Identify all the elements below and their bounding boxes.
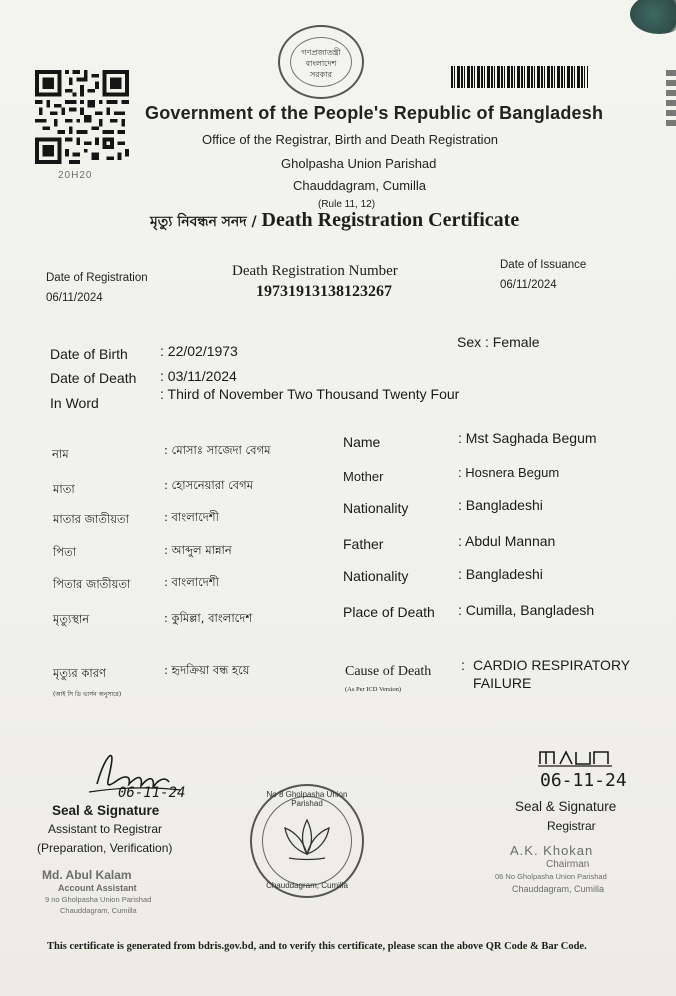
union-name: Gholpasha Union Parishad <box>281 156 437 171</box>
mother-value-bn: : হোসনেয়ারা বেগম <box>164 478 254 492</box>
registrar-signature <box>536 748 616 770</box>
union-round-seal <box>250 784 364 898</box>
registration-date-label: Date of Registration <box>46 272 148 284</box>
name-value: : Mst Saghada Begum <box>458 430 597 446</box>
father-nationality-label-bn: পিতার জাতীয়তা <box>53 577 131 591</box>
right-stamp-name: A.K. Khokan <box>510 843 594 858</box>
father-label: Father <box>343 536 384 552</box>
rule-ref: (Rule 11, 12) <box>318 199 376 210</box>
assistant-handwritten-date: 06-11-24 <box>118 785 186 801</box>
place-label: Place of Death <box>343 604 435 620</box>
edge-marks <box>666 70 676 130</box>
registrar-handwritten-date: 06-11-24 <box>540 770 627 791</box>
cause-label-bn: মৃত্যুর কারণ <box>53 666 106 680</box>
right-stamp-line4: Chauddagram, Cumilla <box>512 884 605 894</box>
dob-value: : 22/02/1973 <box>160 343 238 359</box>
qr-code-caption: 20H20 <box>58 170 93 181</box>
father-value: : Abdul Mannan <box>458 533 556 549</box>
mother-nationality-bn: : বাংলাদেশী <box>164 510 219 524</box>
name-value-bn: : মোসাঃ সাজেদা বেগম <box>164 443 271 457</box>
place-label-bn: মৃত্যুস্থান <box>53 612 90 626</box>
cause-value-bn: : হৃদক্রিয়া বন্ধ হয়ে <box>164 663 250 677</box>
cause-note-bn: (আই সি ডি ভার্সন অনুসারে) <box>53 691 122 698</box>
father-value-bn: : আব্দুল মান্নান <box>164 543 232 557</box>
cause-value-line2: FAILURE <box>473 675 532 691</box>
left-role: Assistant to Registrar <box>48 822 163 836</box>
father-nationality: : Bangladeshi <box>458 566 543 582</box>
cause-colon: : <box>461 657 465 673</box>
mother-label-bn: মাতা <box>53 482 75 496</box>
left-seal-label: Seal & Signature <box>52 803 160 818</box>
left-stamp-line2: Account Assistant <box>58 883 137 893</box>
cause-label: Cause of Death <box>345 664 432 679</box>
cause-note: (As Per ICD Version) <box>345 686 402 693</box>
right-role: Registrar <box>547 819 596 833</box>
in-word-label: In Word <box>50 395 99 411</box>
left-stamp-name: Md. Abul Kalam <box>42 868 132 882</box>
left-duty: (Preparation, Verification) <box>37 841 173 855</box>
right-stamp-line3: 06 No Gholpasha Union Parishad <box>495 872 607 881</box>
sex-value: Sex : Female <box>457 334 540 350</box>
corner-shadow <box>630 0 676 34</box>
registration-number-label: Death Registration Number <box>232 263 398 279</box>
location-name: Chauddagram, Cumilla <box>293 178 426 193</box>
mother-nationality-label: Nationality <box>343 500 409 516</box>
issuance-date-label: Date of Issuance <box>500 259 587 271</box>
round-seal-bottom-text: Chauddagram, Cumilla <box>266 881 348 890</box>
barcode <box>451 66 588 88</box>
name-label: Name <box>343 434 381 450</box>
left-stamp-line3: 9 no Gholpasha Union Parishad <box>45 895 152 904</box>
name-label-bn: নাম <box>52 447 69 461</box>
mother-nationality-label-bn: মাতার জাতীয়তা <box>53 512 129 526</box>
round-seal-top-text: No 8 Gholpasha Union Parishad <box>266 790 348 808</box>
left-stamp-line4: Chauddagram, Cumilla <box>60 906 137 915</box>
lotus-icon <box>277 814 337 868</box>
father-nationality-bn: : বাংলাদেশী <box>164 575 219 589</box>
cause-value-line1: CARDIO RESPIRATORY <box>473 657 631 673</box>
father-label-bn: পিতা <box>53 545 77 559</box>
place-value-bn: : কুমিল্লা, বাংলাদেশ <box>164 611 253 625</box>
footer-note: This certificate is generated from bdris.gov.bd, and to verify this certificate, please scan the above QR Code & Bar Code. <box>47 941 587 952</box>
mother-nationality: : Bangladeshi <box>458 497 543 513</box>
title-bangla: মৃত্যু নিবন্ধন সনদ / <box>150 214 262 230</box>
mother-label: Mother <box>343 469 384 484</box>
title-english: Death Registration Certificate <box>261 209 520 231</box>
dob-label: Date of Birth <box>50 346 128 362</box>
qr-code <box>35 70 129 164</box>
government-title: Government of the People's Republic of Bangladesh <box>145 103 604 123</box>
right-seal-label: Seal & Signature <box>515 799 617 814</box>
registration-number: 19731913138123267 <box>256 283 392 300</box>
emblem-text: গণপ্রজাতন্ত্রী বাংলাদেশ সরকার <box>301 48 341 79</box>
place-value: : Cumilla, Bangladesh <box>458 602 595 618</box>
certificate-title <box>150 209 519 234</box>
dod-label: Date of Death <box>50 370 137 386</box>
issuance-date: 06/11/2024 <box>500 279 557 291</box>
in-word-value: : Third of November Two Thousand Twenty Four <box>160 386 460 402</box>
mother-value: : Hosnera Begum <box>458 465 560 480</box>
government-emblem <box>278 25 364 99</box>
father-nationality-label: Nationality <box>343 568 409 584</box>
office-title: Office of the Registrar, Birth and Death Registration <box>202 132 499 147</box>
dod-value: : 03/11/2024 <box>160 368 237 384</box>
registration-date: 06/11/2024 <box>46 292 103 304</box>
right-stamp-line2: Chairman <box>546 859 590 870</box>
